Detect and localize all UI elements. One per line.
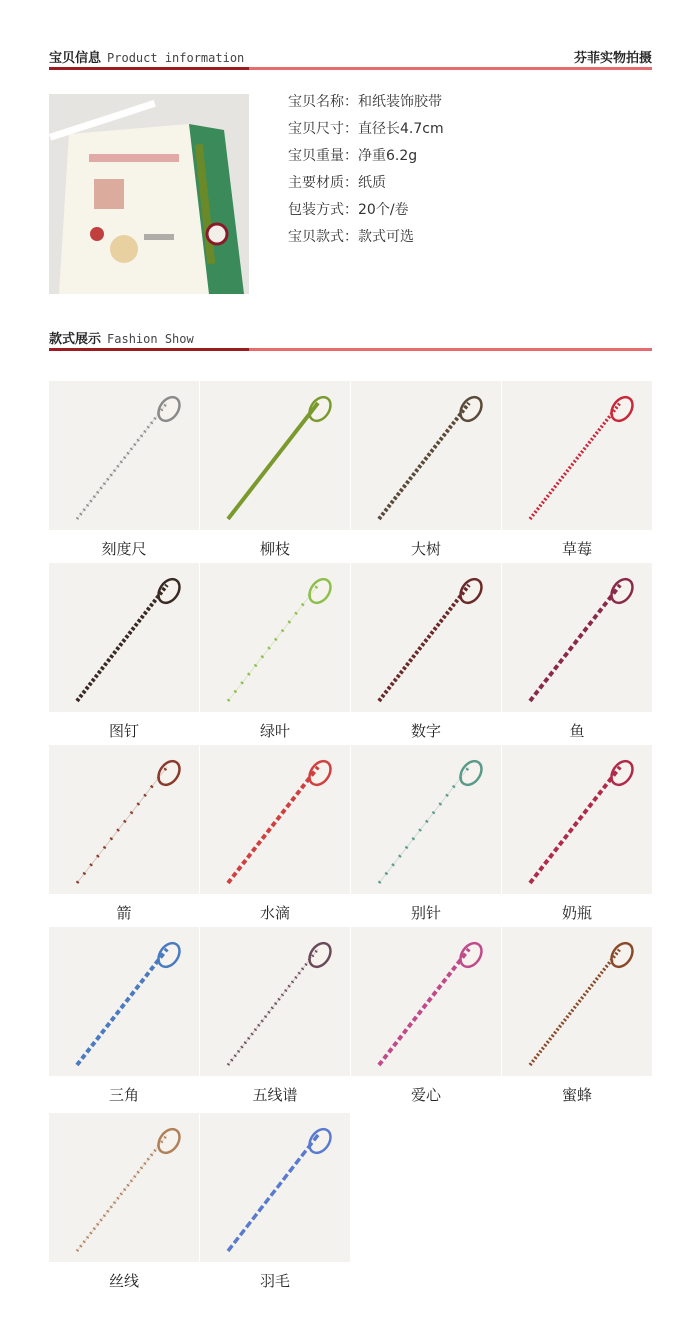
section-title [49,47,244,66]
washi-tape-illustration [502,381,652,530]
product-tile[interactable] [49,563,199,712]
product-name-label: 大树 [410,540,441,558]
washi-tape-illustration [49,563,199,712]
washi-tape-illustration [351,927,501,1076]
washi-tape-illustration [200,563,350,712]
product-name-label: 绿叶 [259,722,290,740]
header-divider-dark [49,348,249,351]
product-name-label: 五线谱 [252,1086,298,1104]
washi-tape-illustration [200,745,350,894]
washi-tape-illustration [351,381,501,530]
section-title [49,328,194,347]
product-tile[interactable] [49,927,199,1076]
product-tile[interactable] [351,745,501,894]
section-title-cn: 宝贝信息 [49,51,102,66]
washi-tape-illustration [49,381,199,530]
washi-tape-illustration [351,563,501,712]
section-title-cn: 款式展示 [49,332,102,347]
product-name-label: 鱼 [569,722,585,740]
product-tile[interactable] [502,745,652,894]
info-row-style: 宝贝款式：款式可选 [288,229,414,245]
header-divider-light [249,348,652,351]
product-info-list [288,92,444,254]
section-header-fashion-show [49,328,652,358]
washi-tape-illustration [49,927,199,1076]
info-row-size: 宝贝尺寸：直径长4.7cm [288,121,444,137]
product-name-label: 羽毛 [259,1272,290,1290]
product-name-label: 图钉 [108,722,139,740]
washi-tape-illustration [502,563,652,712]
section-title-en: Fashion Show [107,332,194,346]
product-name-label: 柳枝 [259,540,290,558]
washi-tape-illustration [351,745,501,894]
product-name-label: 别针 [410,904,441,922]
product-photo-illustration [49,94,249,294]
header-divider-light [249,67,652,70]
washi-tape-illustration [200,1113,350,1262]
photo-credit-label: 芬菲实物拍摄 [573,51,652,66]
product-name-label: 蜜蜂 [561,1086,592,1104]
product-tile[interactable] [49,745,199,894]
washi-tape-illustration [200,381,350,530]
section-title-en: Product information [107,51,245,65]
washi-tape-illustration [49,1113,199,1262]
washi-tape-illustration [49,745,199,894]
washi-tape-illustration [200,927,350,1076]
product-photo [49,94,249,294]
product-tile[interactable] [200,745,350,894]
product-tile[interactable] [502,381,652,530]
info-row-name: 宝贝名称：和纸装饰胶带 [288,94,442,110]
product-tile[interactable] [502,927,652,1076]
info-row-material: 主要材质：纸质 [288,175,386,191]
product-name-label: 爱心 [410,1086,441,1104]
washi-tape-illustration [502,927,652,1076]
product-tile[interactable] [351,927,501,1076]
product-name-label: 草莓 [561,540,592,558]
product-tile[interactable] [502,563,652,712]
product-tile[interactable] [200,381,350,530]
product-tile[interactable] [200,1113,350,1262]
product-name-label: 三角 [108,1086,139,1104]
product-tile[interactable] [200,927,350,1076]
info-row-weight: 宝贝重量：净重6.2g [288,148,418,164]
product-name-label: 丝线 [108,1272,139,1290]
section-header-product-info [49,47,652,77]
info-row-packaging: 包装方式：20个/卷 [288,202,409,218]
product-tile[interactable] [49,381,199,530]
product-tile[interactable] [351,563,501,712]
product-name-label: 箭 [116,904,132,922]
product-name-label: 刻度尺 [101,540,147,558]
product-tile[interactable] [49,1113,199,1262]
washi-tape-illustration [502,745,652,894]
product-name-label: 奶瓶 [561,904,592,922]
product-name-label: 水滴 [259,904,290,922]
product-tile[interactable] [200,563,350,712]
header-divider-dark [49,67,249,70]
product-tile[interactable] [351,381,501,530]
product-name-label: 数字 [410,722,441,740]
